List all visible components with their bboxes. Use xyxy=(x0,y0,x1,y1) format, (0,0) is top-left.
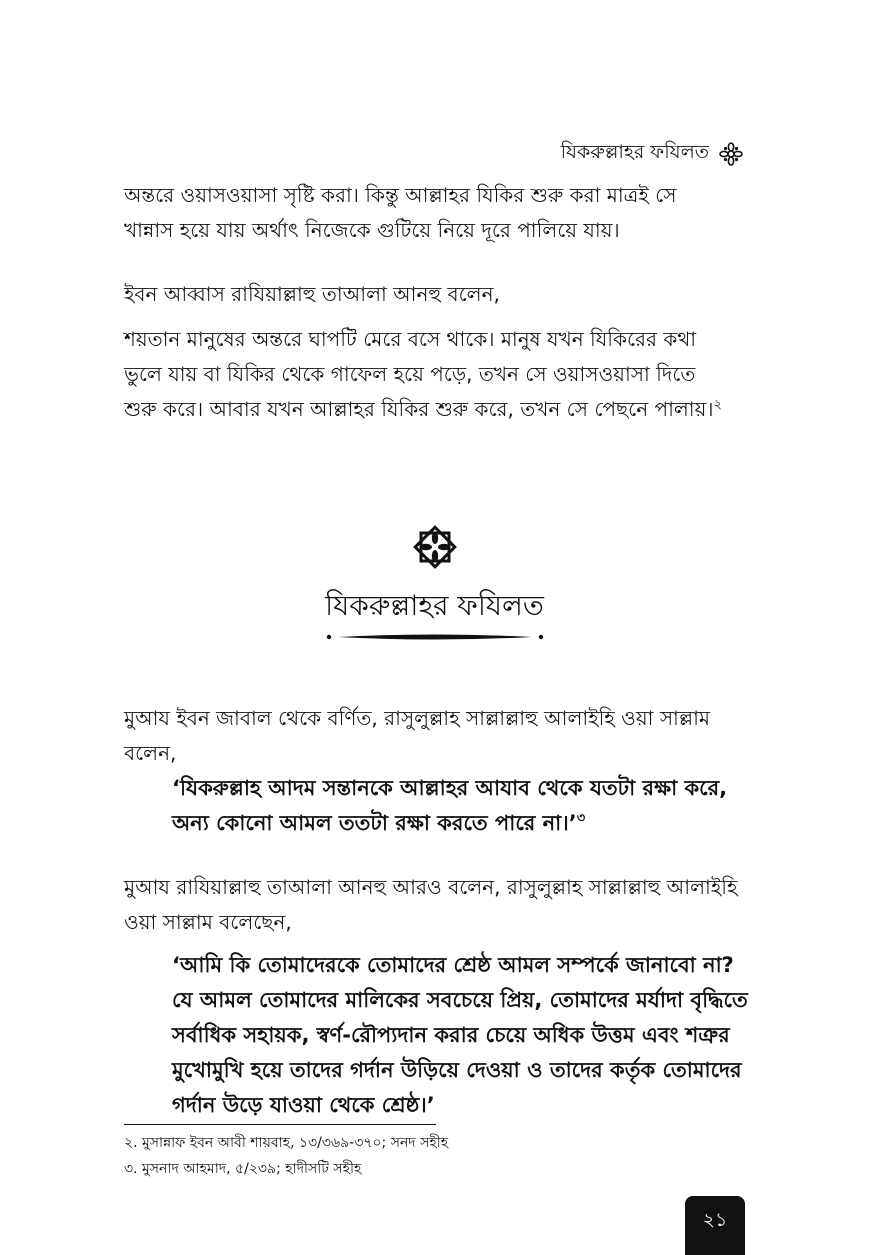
text-line: গর্দান উড়ে যাওয়া থেকে শ্রেষ্ঠ।’ xyxy=(172,1093,435,1117)
text-line: মুআয রাযিয়াল্লাহু তাআলা আনহু আরও বলেন, রাসুলুল্লাহ সাল্লাল্লাহু আলাইহি xyxy=(124,875,738,899)
text-line: ‘যিকরুল্লাহ আদম সন্তানকে আল্লাহর আযাব থেকে যতটা রক্ষা করে, xyxy=(172,776,728,800)
running-header xyxy=(561,138,743,170)
ibn-abbas-intro xyxy=(124,277,746,312)
top-paragraph xyxy=(124,178,746,248)
text-line: ওয়া সাল্লাম বলেছেন, xyxy=(124,910,292,934)
text-line: মুখোমুখি হয়ে তাদের গর্দান উড়িয়ে দেওয়া ও তাদের কর্তৃক তোমাদের xyxy=(172,1058,742,1082)
text-line: অন্তরে ওয়াসওয়াসা সৃষ্টি করা। কিন্তু আল্লাহর যিকির শুরু করা মাত্রই সে xyxy=(124,183,677,207)
title-underline-rule xyxy=(324,630,546,644)
footnote-ref-3[interactable]: ৩ xyxy=(576,811,586,826)
text-line xyxy=(172,806,748,841)
ibn-abbas-quote xyxy=(124,322,746,427)
footnote-2: ২. মুসান্নাফ ইবন আবী শায়বাহ, ১৩/৩৬৯-৩৭০; সনদ সহীহ xyxy=(124,1135,449,1151)
muadh-intro xyxy=(124,701,746,771)
text-line: খান্নাস হয়ে যায় অর্থাৎ নিজেকে গুটিয়ে নিয়ে দূরে পালিয়ে যায়। xyxy=(124,218,620,242)
text-line: সর্বাধিক সহায়ক, স্বর্ণ-রৌপ্যদান করার চেয়ে অধিক উত্তম এবং শত্রুর xyxy=(172,1023,730,1047)
text-line xyxy=(124,392,746,427)
text-line: মুআয ইবন জাবাল থেকে বর্ণিত, রাসুলুল্লাহ সাল্লাল্লাহু আলাইহি ওয়া সাল্লাম xyxy=(124,706,710,730)
text-line: শয়তান মানুষের অন্তরে ঘাপটি মেরে বসে থাকে। মানুষ যখন যিকিরের কথা xyxy=(124,327,697,351)
footnote-3: ৩. মুসনাদ আহমাদ, ৫/২৩৯; হাদীসটি সহীহ xyxy=(124,1161,362,1177)
flower-ornament-icon xyxy=(408,520,462,574)
text-line: ইবন আব্বাস রাযিয়াল্লাহু তাআলা আনহু বলেন, xyxy=(124,282,500,306)
text-line: ‘আমি কি তোমাদেরকে তোমাদের শ্রেষ্ঠ আমল সম্পর্কে জানাবো না? xyxy=(172,953,734,977)
section-title: যিকরুল্লাহর ফযিলত xyxy=(325,589,544,622)
running-header-title: যিকরুল্লাহর ফযিলত xyxy=(560,141,709,163)
footnote-ref-2[interactable]: ২ xyxy=(713,397,722,413)
muadh-second-intro xyxy=(124,870,746,940)
page-number: ২১ xyxy=(685,1196,745,1255)
flower-ornament-icon xyxy=(719,142,743,166)
text-line: যে আমল তোমাদের মালিকের সবচেয়ে প্রিয়, তোমাদের মর্যাদা বৃদ্ধিতে xyxy=(172,988,748,1012)
text-line-content: শুরু করে। আবার যখন আল্লাহর যিকির শুরু করে, তখন সে পেছনে পালায়। xyxy=(124,397,714,421)
text-line: ভুলে যায় বা যিকির থেকে গাফেল হয়ে পড়ে, তখন সে ওয়াসওয়াসা দিতে xyxy=(124,362,696,386)
hadith-two-quote xyxy=(172,948,748,1123)
text-line: বলেন, xyxy=(124,741,177,765)
hadith-one-quote xyxy=(172,771,748,841)
footnote-separator xyxy=(124,1124,436,1125)
text-line-content: অন্য কোনো আমল ততটা রক্ষা করতে পারে না।’ xyxy=(172,811,577,835)
